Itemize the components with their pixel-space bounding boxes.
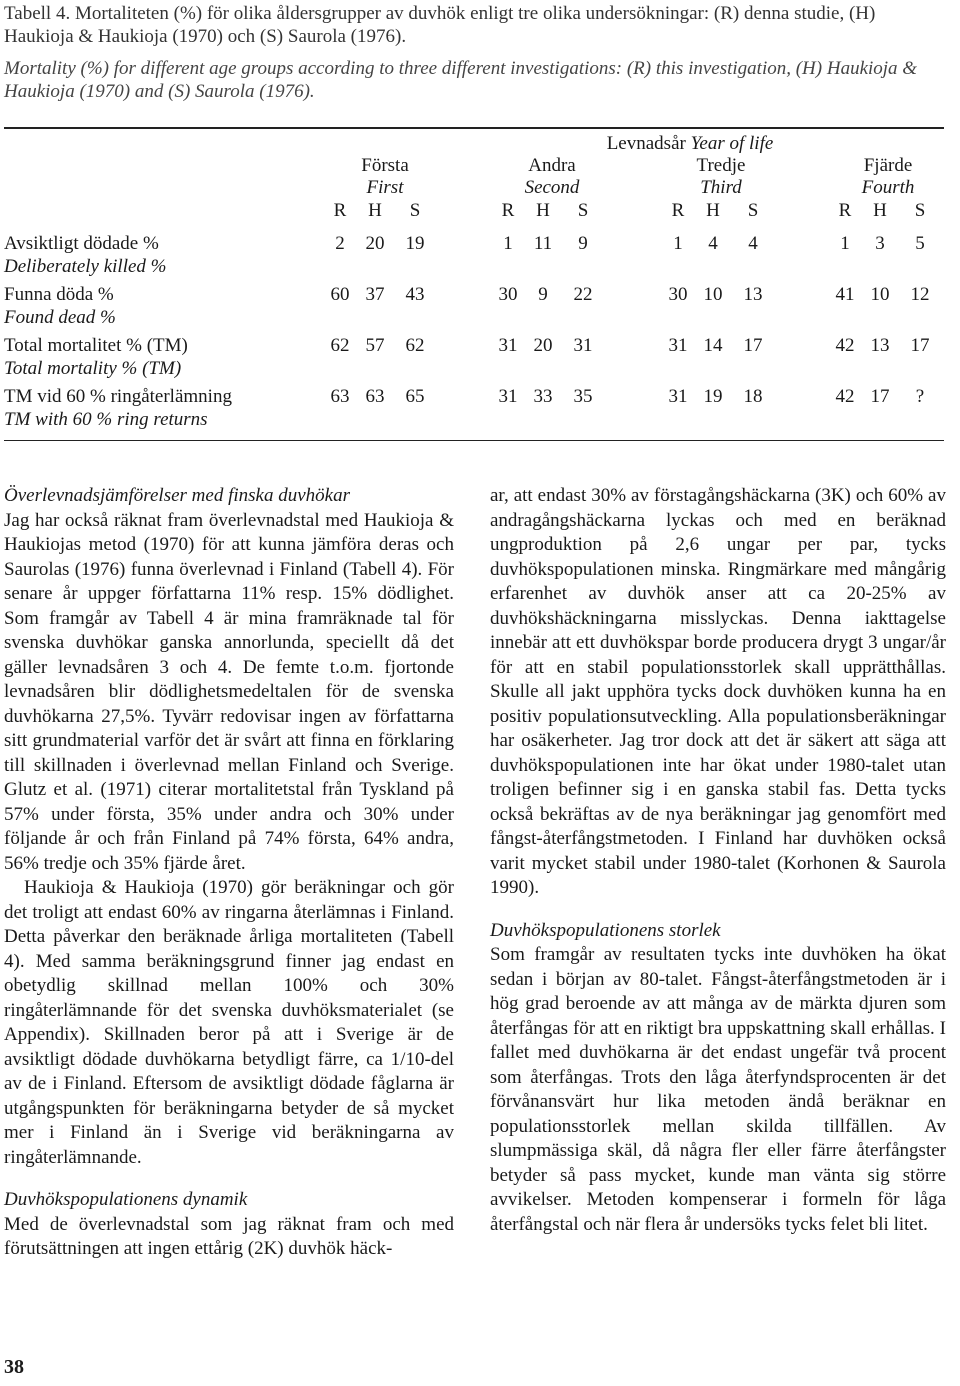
table-cell: 4 [748,233,758,254]
table-cell: 1 [503,233,513,254]
table-cell: 12 [910,284,930,305]
subheader-h: H [368,200,382,221]
table-cell: 42 [835,335,855,356]
table-cell: 35 [573,386,593,407]
row-label-found-dead-en: Found dead % [4,307,116,328]
table-cell: 1 [673,233,683,254]
subheader-s: S [577,200,589,221]
table-cell: 5 [915,233,925,254]
table-cell: ? [915,386,925,407]
table-cell: 31 [668,335,688,356]
subheader-s: S [409,200,421,221]
table-top-rule [4,127,944,129]
table-cell: 1 [840,233,850,254]
table-cell: 17 [910,335,930,356]
table-cell: 22 [573,284,593,305]
table-cell: 19 [405,233,425,254]
table-cell: 37 [365,284,385,305]
table-cell: 19 [703,386,723,407]
subheader-r: R [501,200,515,221]
group-header-second-sv: Andra [528,155,576,176]
table-cell: 33 [533,386,553,407]
row-label-total-mortality-sv: Total mortalitet % (TM) [4,335,188,356]
group-header-second-en: Second [524,177,580,198]
table-cell: 65 [405,386,425,407]
table-cell: 63 [365,386,385,407]
group-header-third-en: Third [700,177,742,198]
super-header [570,133,810,155]
table-cell: 13 [870,335,890,356]
paragraph: ar, att endast 30% av förstagångshäckarna (3K) och 60% av andragångshäckarna lyckas och med en beräknad ungproduktion på 2,6 ungar per par, tycks duvhökspopulationen minska. Ringmärkare med mångårig erfarenhet av duvhök anser att ca 20-25% av duvhökshäckningarna misslyckas. Denna iakttagelse innebär att ett duvhökspar borde producera drygt 3 ungar/år för att en stabil populationsstorlek skall upprätthållas. Skulle all jakt upphöra tycks dock duvhöken kunna ha en positiv populationsutveckling. Alla populationsberäkningar har osäkerheter. Jag tror dock att det är säkert att säga att duvhökspopulationen inte har ökat under 1980-talet utan troligen befinner sig i en ganska stabil fas. Detta tycks också bekräftas av de nya beräkningar jag genomfört med fångst-återfångstmetoden. I Finland har duvhöken också varit mycket stabil under 1980-talet (Korhonen & Saurola 1990). [490,485,946,898]
table-caption-swedish: Tabell 4. Mortaliteten (%) för olika åldersgrupper av duvhök enligt tre olika undersökningar: (R) denna studie, (H) Haukioja & Haukioja (1970) och (S) Saurola (1976). [4,3,876,47]
subheader-r: R [333,200,347,221]
table-cell: 31 [573,335,593,356]
subheader-s: S [747,200,759,221]
right-column [490,484,946,1237]
table-cell: 4 [708,233,718,254]
row-label-found-dead-sv: Funna döda % [4,284,114,305]
subheader-r: R [838,200,852,221]
table-cell: 9 [578,233,588,254]
table-cell: 20 [533,335,553,356]
table-cell: 11 [533,233,553,254]
section-heading-population-size: Duvhökspopulationens storlek [490,919,721,941]
table-cell: 17 [743,335,763,356]
table-cell: 30 [498,284,518,305]
table-cell: 57 [365,335,385,356]
table-cell: 3 [875,233,885,254]
row-label-deliberately-killed-sv: Avsiktligt dödade % [4,233,159,254]
page-number: 38 [4,1356,24,1378]
table-cell: 31 [498,335,518,356]
paragraph: Som framgår av resultaten tycks inte duvhöken ha ökat sedan i början av 80-talet. Fångst-återfångstmetoden är i hög grad beroende av att många av de märkta djuren som återfångas för att en riktigt bra uppskattning skall erhållas. I fallet med duvhökarna är det endast ungefär två procent som återfångas. Trots den låga återfyndsprocenten är det förvånansvärt hur lika metoden ändå beräknar en populationsstorlek mellan skilda tillfällen. Av slumpmässiga skäl, då några fler eller färre återfångster betyder så pass mycket, kunde man vänta sig större avvikelser. Metoden kompenserar i formeln för låga återfångstal och när flera år undersöks tycks felet bli litet. [490,944,946,1235]
super-header-en: Year of life [690,133,774,154]
table-cell: 14 [703,335,723,356]
table-cell: 9 [538,284,548,305]
table-caption-english: Mortality (%) for different age groups according to three different investigations: (R) this investigation, (H) Haukioja & Haukioja (1970) and (S) Saurola (1976). [4,58,918,102]
section-heading-dynamics: Duvhökspopulationens dynamik [4,1189,248,1210]
super-header-sv: Levnadsår [606,133,686,154]
table-cell: 10 [703,284,723,305]
table-cell: 13 [743,284,763,305]
table-cell: 41 [835,284,855,305]
table-cell: 17 [870,386,890,407]
table-cell: 2 [335,233,345,254]
table-cell: 60 [330,284,350,305]
table-cell: 10 [870,284,890,305]
section-heading-survival: Överlevnadsjämförelser med finska duvhökar [4,485,350,506]
subheader-h: H [536,200,550,221]
group-header-fourth-sv: Fjärde [863,155,913,176]
left-column [4,484,454,1262]
paragraph: Med de överlevnadstal som jag räknat fram och med förutsättningen att ingen ettårig (2K) duvhök häck- [4,1213,454,1259]
table-cell: 63 [330,386,350,407]
subheader-h: H [873,200,887,221]
table-cell: 18 [743,386,763,407]
group-header-first-en: First [366,177,404,198]
table-cell: 43 [405,284,425,305]
table-cell: 42 [835,386,855,407]
table-cell: 62 [405,335,425,356]
row-label-total-mortality-en: Total mortality % (TM) [4,358,182,379]
table-bottom-rule [4,440,944,441]
row-label-tm-ring-returns-sv: TM vid 60 % ringåterlämning [4,386,232,407]
subheader-h: H [706,200,720,221]
paragraph: Haukioja & Haukioja (1970) gör beräkningar och gör det troligt att endast 60% av ringarna återlämnas i Finland. Detta påverkar den beräknade årliga mortaliteten (Tabell 4). Med samma beräkningsgrund finner jag endast en obetydlig skillnad mellan 100% och 30% ringåterlämnande för det svenska duvhöksmaterialet (se Appendix). Skillnaden beror på att i Sverige är de avsiktligt dödade duvhökarna betydligt färre, ca 1/10-del av de i Finland. Eftersom de avsiktligt dödade fåglarna är utgångspunkten för beräkningarna betyder de så mycket mer i Finland än i Sverige vid beräkningarna av ringåterlämnande. [4,877,454,1168]
group-header-fourth-en: Fourth [861,177,915,198]
group-header-third-sv: Tredje [696,155,746,176]
table-cell: 31 [668,386,688,407]
table-cell: 20 [365,233,385,254]
table-cell: 30 [668,284,688,305]
row-label-deliberately-killed-en: Deliberately killed % [4,256,167,277]
subheader-r: R [671,200,685,221]
row-label-tm-ring-returns-en: TM with 60 % ring returns [4,409,208,430]
paragraph: Jag har också räknat fram överlevnadstal med Haukioja & Haukiojas metod (1970) för att kunna jämföra deras och Saurolas (1976) funna överlevnad i Finland (Tabell 4). För senare år uppger författarna 11% resp. 15% dödlighet. Som framgår av Tabell 4 är mina framräknade tal för svenska duvhökar ganska annorlunda, speciellt då det gäller levnadsåren 3 och 4. De femte t.o.m. fjortonde levnadsåren blir dödlighetsmedeltalen för de svenska duvhökarna 27,5%. Tyvärr redovisar ingen av författarna sitt grundmaterial varför det är svårt att finna en förklaring till skillnaden i överlevnad mellan Finland och Sverige. Glutz et al. (1971) citerar mortalitetstal från Tyskland på 57% under första, 35% under andra och 30% under följande år och från Finland på 74% första, 64% andra, 56% tredje och 35% fjärde året. [4,509,454,874]
table-cell: 31 [498,386,518,407]
subheader-s: S [914,200,926,221]
table-cell: 62 [330,335,350,356]
group-header-first-sv: Första [361,155,409,176]
